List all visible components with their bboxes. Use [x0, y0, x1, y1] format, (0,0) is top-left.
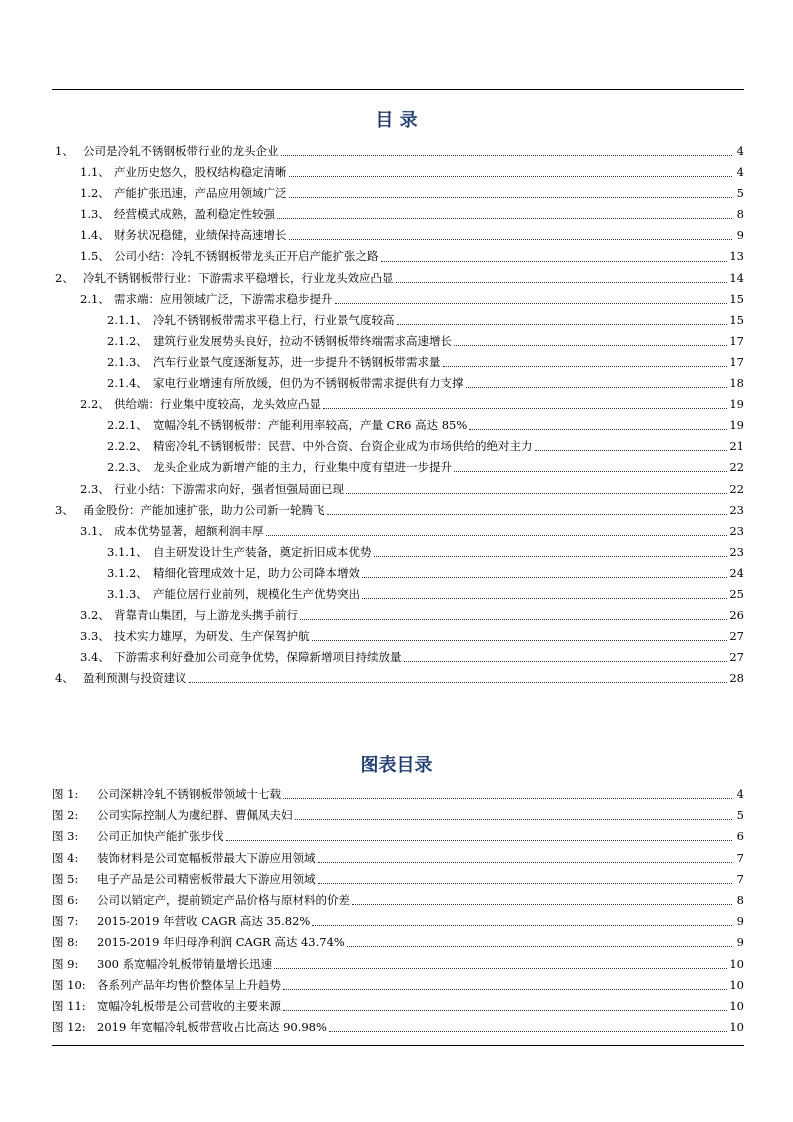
entry-page-number: 5 — [736, 186, 744, 201]
entry-title: 甬金股份：产能加速扩张，助力公司新一轮腾飞 — [83, 502, 325, 517]
entry-number: 1、 — [55, 144, 74, 158]
dot-leader — [454, 345, 727, 346]
dot-leader — [323, 408, 727, 409]
entry-page-number: 15 — [729, 291, 744, 306]
entry-title: 汽车行业景气度逐渐复苏，进一步提升不锈钢板带需求量 — [153, 354, 441, 369]
toc-entry[interactable] — [52, 268, 744, 289]
figure-entry[interactable] — [52, 784, 744, 805]
entry-title: 公司以销定产，提前锁定产品价格与原材料的价差 — [97, 892, 350, 907]
toc-entry[interactable] — [52, 668, 744, 689]
toc-entry[interactable] — [52, 204, 744, 225]
figure-entry[interactable] — [52, 848, 744, 869]
entry-title: 技术实力雄厚，为研发、生产保驾护航 — [114, 629, 310, 644]
entry-number: 图 12: — [52, 1020, 86, 1035]
dot-leader — [289, 197, 733, 198]
entry-page-number: 9 — [736, 914, 744, 929]
entry-page-number: 10 — [729, 1020, 744, 1035]
dot-leader — [277, 218, 732, 219]
figure-entry[interactable] — [52, 954, 744, 975]
entry-page-number: 10 — [729, 956, 744, 971]
entry-page-number: 24 — [729, 565, 744, 580]
entry-number: 2.2.2、 — [107, 439, 148, 454]
toc-entry[interactable] — [52, 246, 744, 267]
figure-entry[interactable] — [52, 890, 744, 911]
entry-title: 2015-2019 年营收 CAGR 高达 35.82% — [97, 914, 311, 929]
toc-entry[interactable] — [52, 457, 744, 478]
dot-leader — [454, 471, 727, 472]
entry-number: 2.3、 — [80, 481, 110, 496]
entry-title: 背靠青山集团，与上游龙头携手前行 — [114, 608, 298, 623]
entry-number: 2.2、 — [80, 397, 110, 412]
entry-number: 1.2、 — [80, 186, 110, 201]
entry-page-number: 18 — [729, 376, 744, 391]
entry-title: 宽幅冷轧不锈钢板带：产能利用率较高，产量 CR6 高达 85% — [153, 418, 468, 433]
entry-number: 1.1、 — [80, 165, 110, 180]
entry-number: 1.3、 — [80, 207, 110, 222]
figure-entry[interactable] — [52, 869, 744, 890]
entry-page-number: 27 — [729, 650, 744, 665]
entry-title: 电子产品是公司精密板带最大下游应用领域 — [97, 871, 316, 886]
dot-leader — [362, 598, 727, 599]
entry-number: 2.2.1、 — [107, 418, 148, 433]
toc-entry[interactable] — [52, 394, 744, 415]
dot-leader — [347, 946, 732, 947]
dot-leader — [329, 1031, 727, 1032]
entry-title: 龙头企业成为新增产能的主力，行业集中度有望进一步提升 — [153, 460, 452, 475]
entry-number: 3、 — [55, 502, 74, 517]
header-rule — [52, 89, 744, 90]
entry-number: 图 5: — [52, 871, 79, 886]
entry-page-number: 7 — [736, 871, 744, 886]
dot-leader — [335, 303, 728, 304]
entry-title: 经营模式成熟，盈利稳定性较强 — [114, 207, 275, 222]
entry-number: 2.1.3、 — [107, 354, 148, 369]
dot-leader — [374, 556, 728, 557]
entry-number: 3.4、 — [80, 650, 110, 665]
entry-title: 公司正加快产能扩张步伐 — [97, 829, 224, 844]
entry-number: 图 4: — [52, 850, 79, 865]
entry-number: 3.1.1、 — [107, 544, 148, 559]
entry-title: 建筑行业发展势头良好，拉动不锈钢板带终端需求高速增长 — [153, 333, 452, 348]
toc-entry[interactable] — [52, 479, 744, 500]
entry-page-number: 10 — [729, 977, 744, 992]
entry-number: 3.2、 — [80, 608, 110, 623]
entry-title: 精细化管理成效十足，助力公司降本增效 — [153, 565, 360, 580]
entry-title: 供给端：行业集中度较高，龙头效应凸显 — [114, 397, 321, 412]
entry-title: 财务状况稳健，业绩保持高速增长 — [114, 228, 287, 243]
entry-page-number: 9 — [736, 228, 744, 243]
entry-page-number: 23 — [729, 502, 744, 517]
entry-title: 2015-2019 年归母净利润 CAGR 高达 43.74% — [97, 935, 345, 950]
dot-leader — [362, 577, 727, 578]
entry-page-number: 23 — [729, 544, 744, 559]
entry-page-number: 5 — [736, 808, 744, 823]
entry-number: 2.2.3、 — [107, 460, 148, 475]
dot-leader — [535, 450, 728, 451]
toc-entry[interactable] — [52, 436, 744, 457]
dot-leader — [469, 429, 727, 430]
entry-number: 图 3: — [52, 829, 79, 844]
toc-entry[interactable] — [52, 331, 744, 352]
entry-title: 公司小结：冷轧不锈钢板带龙头正开启产能扩张之路 — [114, 249, 379, 264]
dot-leader — [318, 883, 733, 884]
entry-title: 300 系宽幅冷轧板带销量增长迅速 — [97, 956, 273, 971]
entry-title: 冷轧不锈钢板带需求平稳上行，行业景气度较高 — [153, 312, 395, 327]
toc-entry[interactable] — [52, 352, 744, 373]
entry-page-number: 19 — [729, 418, 744, 433]
dot-leader — [283, 798, 732, 799]
toc-entry[interactable] — [52, 563, 744, 584]
entry-title: 家电行业增速有所放缓，但仍为不锈钢板带需求提供有力支撑 — [153, 376, 464, 391]
entry-title: 冷轧不锈钢板带行业：下游需求平稳增长，行业龙头效应凸显 — [83, 270, 394, 285]
entry-title: 产业历史悠久，股权结构稳定清晰 — [114, 165, 287, 180]
entry-page-number: 21 — [729, 439, 744, 454]
entry-number: 图 8: — [52, 935, 79, 950]
toc-entry[interactable] — [52, 373, 744, 394]
entry-number: 1.5、 — [80, 249, 110, 264]
toc-entry[interactable] — [52, 141, 744, 162]
entry-number: 图 11: — [52, 998, 86, 1013]
entry-page-number: 8 — [736, 207, 744, 222]
toc-entry[interactable] — [52, 415, 744, 436]
dot-leader — [352, 904, 732, 905]
toc-entry[interactable] — [52, 605, 744, 626]
entry-title: 自主研发设计生产装备，奠定折旧成本优势 — [153, 544, 372, 559]
toc-entry[interactable] — [52, 584, 744, 605]
entry-title: 下游需求利好叠加公司竞争优势，保障新增项目持续放量 — [114, 650, 402, 665]
entry-page-number: 26 — [729, 608, 744, 623]
figure-entry[interactable] — [52, 805, 744, 826]
dot-leader — [318, 862, 733, 863]
entry-page-number: 4 — [736, 787, 744, 801]
entry-number: 图 1: — [52, 787, 79, 801]
dot-leader — [443, 366, 728, 367]
dot-leader — [289, 239, 733, 240]
figure-entry[interactable] — [52, 932, 744, 953]
dot-leader — [289, 176, 733, 177]
toc-entry[interactable] — [52, 542, 744, 563]
entry-number: 2.1.4、 — [107, 376, 148, 391]
entry-number: 4、 — [55, 671, 74, 686]
entry-title: 行业小结：下游需求向好，强者恒强局面已现 — [114, 481, 344, 496]
list-of-figures — [52, 784, 744, 1038]
entry-title: 盈利预测与投资建议 — [83, 671, 187, 686]
entry-page-number: 14 — [729, 270, 744, 285]
entry-title: 装饰材料是公司宽幅板带最大下游应用领域 — [97, 850, 316, 865]
entry-page-number: 25 — [729, 586, 744, 601]
entry-title: 宽幅冷轧板带是公司营收的主要来源 — [97, 998, 281, 1013]
entry-number: 1.4、 — [80, 228, 110, 243]
entry-title: 公司是冷轧不锈钢板带行业的龙头企业 — [83, 144, 279, 158]
entry-number: 图 6: — [52, 892, 79, 907]
entry-title: 产能位居行业前列，规模化生产优势突出 — [153, 586, 360, 601]
entry-title: 公司深耕冷轧不锈钢板带领域十七载 — [97, 787, 281, 801]
entry-page-number: 19 — [729, 397, 744, 412]
entry-title: 产能扩张迅速，产品应用领域广泛 — [114, 186, 287, 201]
footer-rule — [52, 1045, 744, 1046]
figure-entry[interactable] — [52, 1017, 744, 1038]
entry-page-number: 22 — [729, 460, 744, 475]
dot-leader — [346, 493, 727, 494]
toc-entry[interactable] — [52, 647, 744, 668]
dot-leader — [283, 1010, 727, 1011]
dot-leader — [283, 989, 727, 990]
entry-page-number: 4 — [736, 165, 744, 180]
entry-title: 需求端：应用领域广泛，下游需求稳步提升 — [114, 291, 333, 306]
entry-title: 2019 年宽幅冷轧板带营收占比高达 90.98% — [97, 1020, 327, 1035]
entry-page-number: 23 — [729, 523, 744, 538]
entry-title: 成本优势显著，超额利润丰厚 — [114, 523, 264, 538]
entry-number: 2.1.1、 — [107, 312, 148, 327]
dot-leader — [295, 819, 733, 820]
dot-leader — [300, 619, 727, 620]
dot-leader — [281, 155, 733, 156]
entry-title: 公司实际控制人为虞纪群、曹佩凤夫妇 — [97, 808, 293, 823]
entry-number: 图 10: — [52, 977, 86, 992]
entry-title: 各系列产品年均售价整体呈上升趋势 — [97, 977, 281, 992]
dot-leader — [404, 661, 728, 662]
toc-heading: 目 录 — [375, 110, 418, 131]
entry-page-number: 15 — [729, 312, 744, 327]
entry-number: 3.1.3、 — [107, 586, 148, 601]
entry-number: 3.3、 — [80, 629, 110, 644]
dot-leader — [396, 282, 728, 283]
toc-entry[interactable] — [52, 500, 744, 521]
entry-title: 精密冷轧不锈钢板带：民营、中外合资、台资企业成为市场供给的绝对主力 — [153, 439, 533, 454]
entry-number: 图 7: — [52, 914, 79, 929]
figure-entry[interactable] — [52, 911, 744, 932]
dot-leader — [266, 535, 728, 536]
dot-leader — [312, 925, 732, 926]
entry-page-number: 27 — [729, 629, 744, 644]
figure-entry[interactable] — [52, 975, 744, 996]
entry-page-number: 9 — [736, 935, 744, 950]
toc-entry[interactable] — [52, 310, 744, 331]
toc-entry[interactable] — [52, 183, 744, 204]
entry-page-number: 28 — [729, 671, 744, 686]
entry-page-number: 4 — [736, 144, 744, 158]
dot-leader — [397, 324, 728, 325]
entry-number: 图 9: — [52, 956, 79, 971]
table-of-contents — [52, 141, 744, 689]
entry-number: 2.1.2、 — [107, 333, 148, 348]
dot-leader — [226, 840, 733, 841]
figure-entry[interactable] — [52, 826, 744, 847]
toc-entry[interactable] — [52, 225, 744, 246]
entry-page-number: 17 — [729, 333, 744, 348]
dot-leader — [274, 968, 727, 969]
dot-leader — [312, 640, 728, 641]
entry-page-number: 17 — [729, 354, 744, 369]
entry-number: 3.1、 — [80, 523, 110, 538]
figure-entry[interactable] — [52, 996, 744, 1017]
entry-number: 2、 — [55, 270, 74, 285]
dot-leader — [189, 682, 728, 683]
entry-page-number: 6 — [736, 829, 744, 844]
entry-page-number: 10 — [729, 998, 744, 1013]
dot-leader — [466, 387, 728, 388]
dot-leader — [327, 514, 728, 515]
entry-number: 2.1、 — [80, 291, 110, 306]
dot-leader — [381, 261, 728, 262]
toc-entry[interactable] — [52, 289, 744, 310]
entry-page-number: 22 — [729, 481, 744, 496]
toc-entry[interactable] — [52, 162, 744, 183]
toc-entry[interactable] — [52, 521, 744, 542]
entry-page-number: 8 — [736, 892, 744, 907]
entry-page-number: 7 — [736, 850, 744, 865]
entry-number: 3.1.2、 — [107, 565, 148, 580]
figures-heading: 图表目录 — [360, 755, 433, 776]
entry-page-number: 13 — [729, 249, 744, 264]
toc-entry[interactable] — [52, 626, 744, 647]
entry-number: 图 2: — [52, 808, 79, 823]
